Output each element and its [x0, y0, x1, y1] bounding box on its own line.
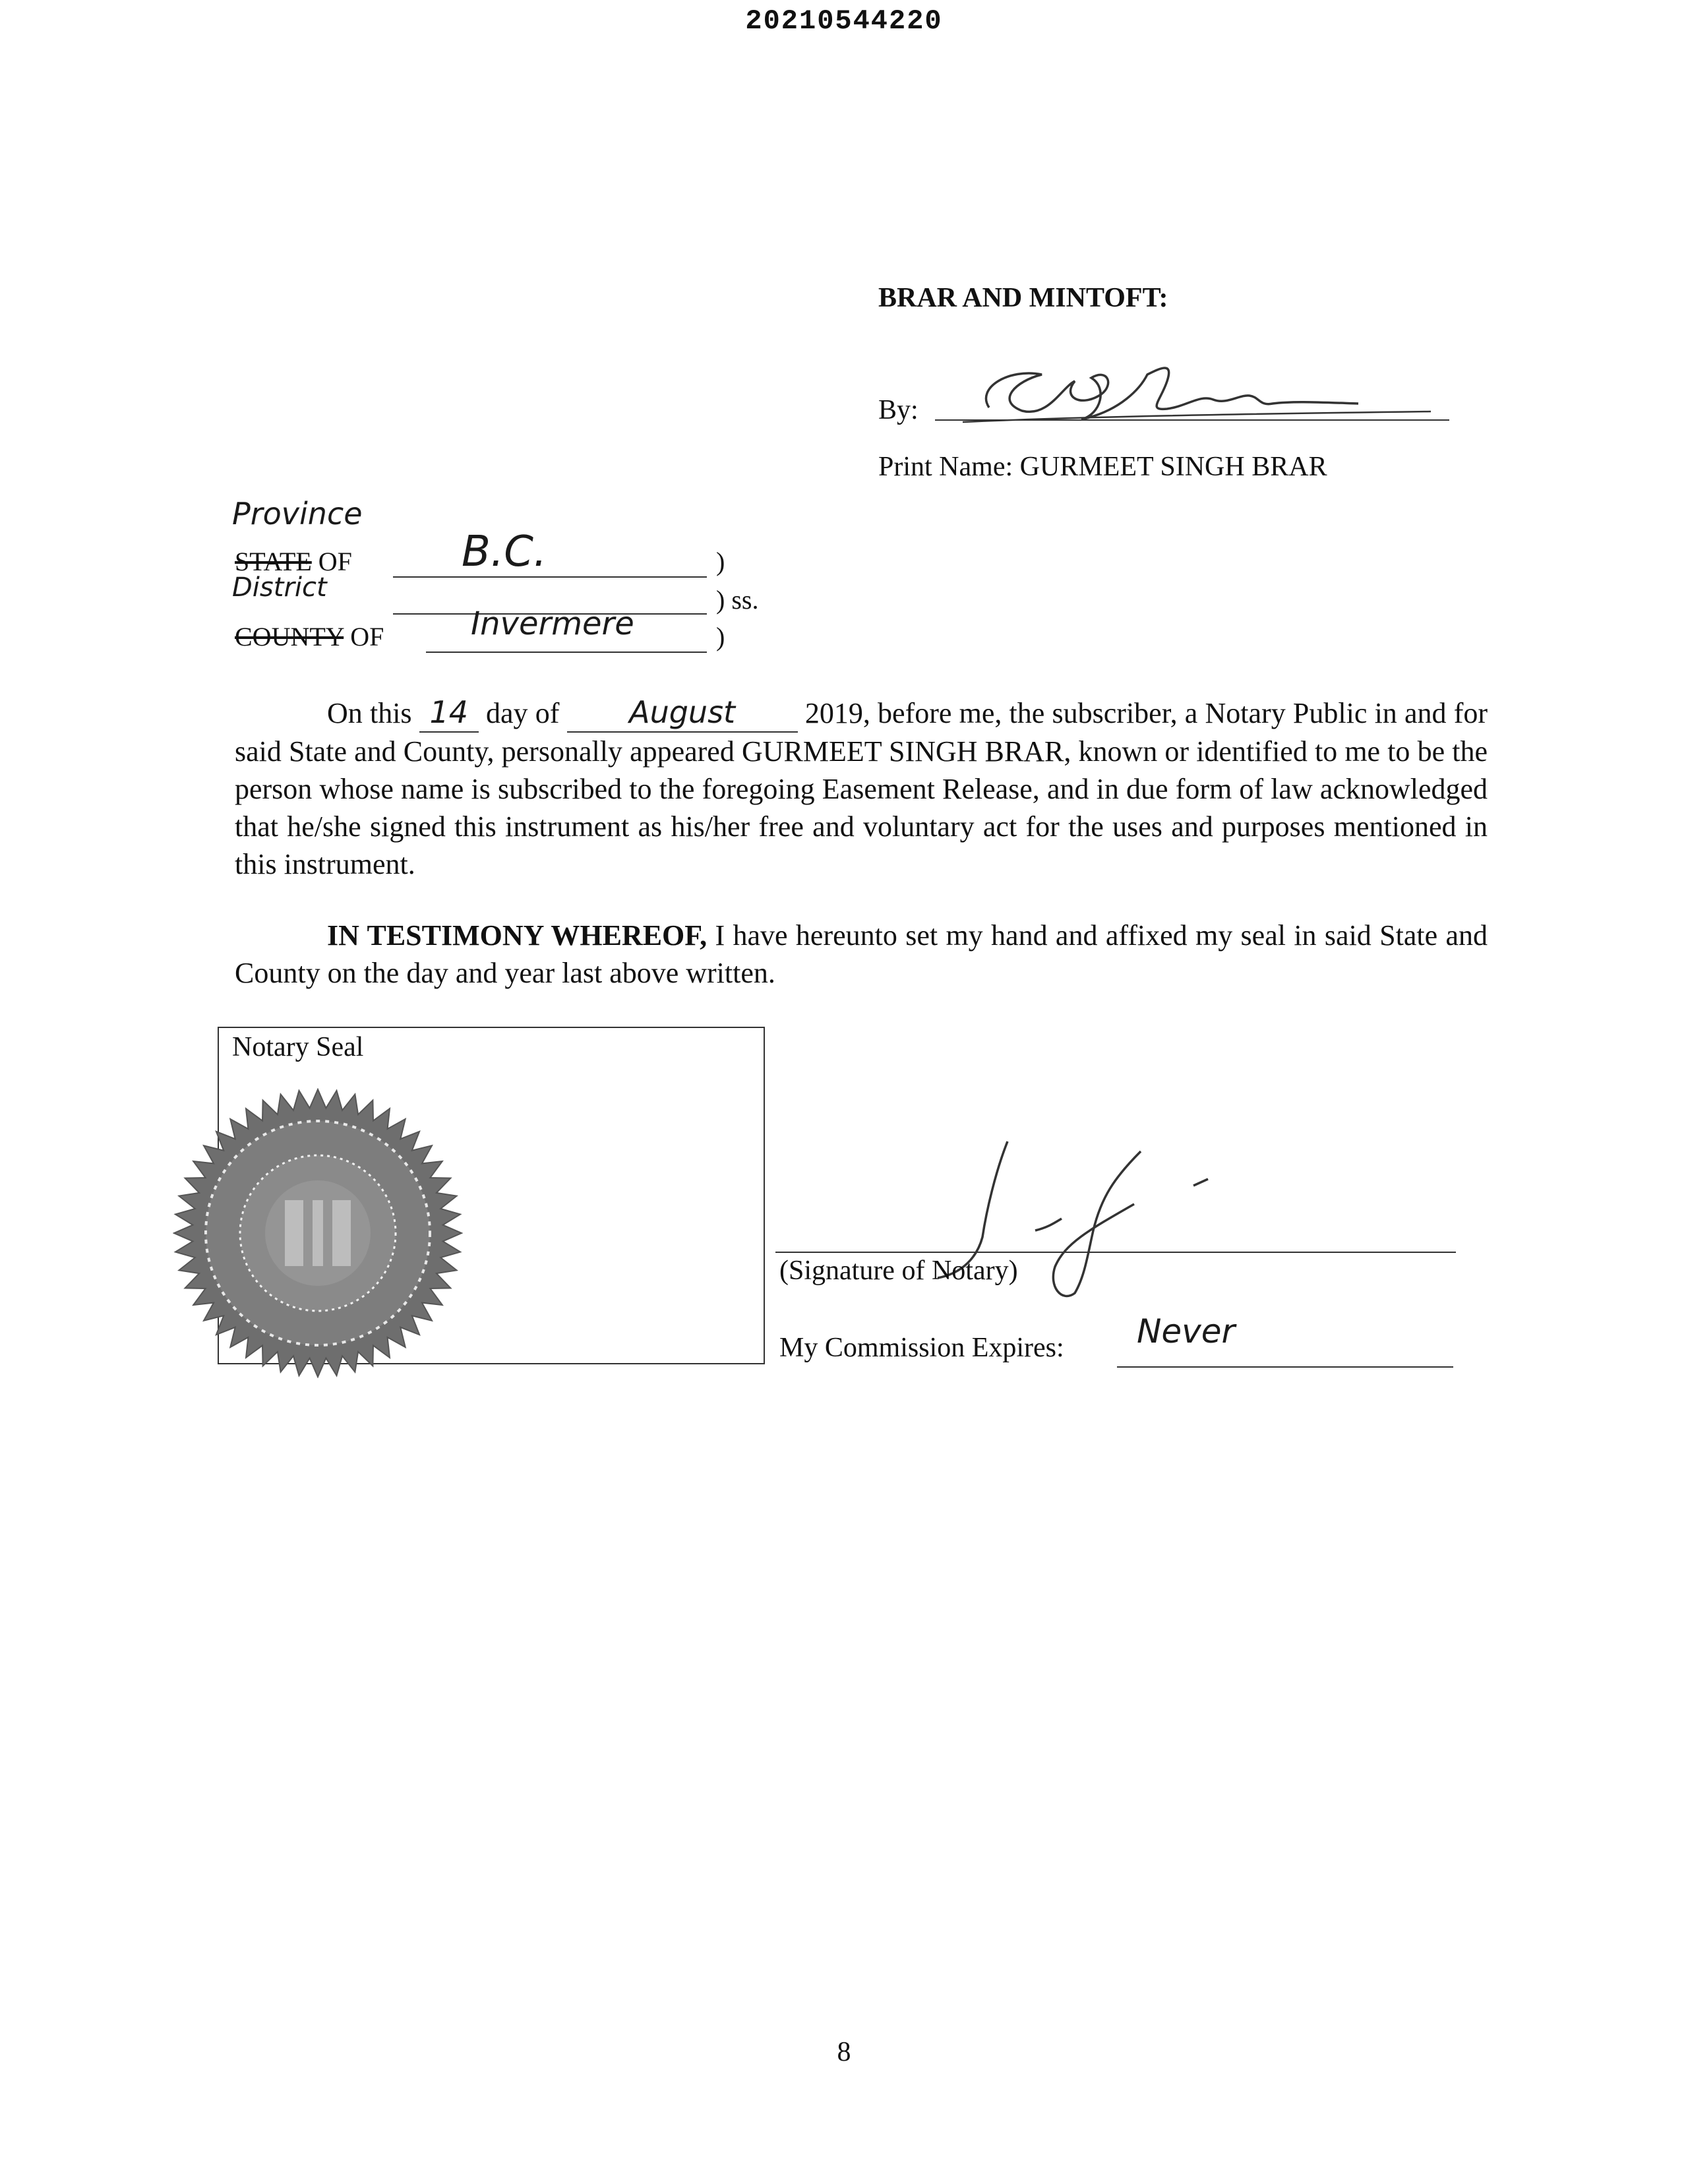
acknowledgment-text: 2019, before me, the subscriber, a Notary Public in and for said State and County, personally appeared GURMEET SINGH BRAR, known or identified to me to be the person whose name is subscribed to the foregoing Easement Release, and in due form of law acknowledged that he/she signed this instrument as his/her free and voluntary act for the uses and purposes mentioned in this instrument. — [235, 697, 1488, 880]
by-label: By: — [878, 395, 919, 425]
page-number: 8 — [837, 2037, 851, 2067]
county-value: Invermere — [471, 605, 634, 642]
document-number: 20210544220 — [745, 5, 943, 37]
print-name-label: Print Name: — [878, 452, 1013, 482]
notary-signature-label: (Signature of Notary) — [779, 1256, 1018, 1286]
state-label-struck: STATE — [235, 547, 312, 576]
testimony-text: I have hereunto set my hand and affixed my seal in said State and County on the day and year last above written. — [235, 919, 1488, 989]
commission-expires-value: Never — [1137, 1312, 1236, 1350]
notary-seal-label: Notary Seal — [232, 1032, 364, 1062]
paren-2: ) ss. — [716, 585, 759, 615]
county-line — [426, 652, 707, 653]
paren-1: ) — [716, 547, 725, 576]
county-row — [235, 621, 384, 652]
signature-block-title: BRAR AND MINTOFT: — [878, 283, 1168, 313]
state-of: OF — [318, 547, 352, 576]
notary-seal-icon — [173, 1088, 463, 1378]
commission-expires-label: My Commission Expires: — [779, 1333, 1064, 1363]
state-value: B.C. — [462, 528, 547, 576]
handwritten-district: District — [232, 572, 327, 603]
county-of: OF — [350, 622, 384, 652]
day-value: 14 — [419, 694, 479, 733]
print-name-value: GURMEET SINGH BRAR — [1019, 452, 1327, 482]
state-line — [393, 576, 707, 578]
handwritten-signature-brar — [950, 348, 1451, 434]
acknowledgment-paragraph — [235, 694, 1488, 883]
paren-3: ) — [716, 622, 725, 652]
testimony-lead: IN TESTIMONY WHEREOF, — [327, 919, 708, 952]
on-this: On this — [327, 697, 412, 729]
testimony-paragraph — [235, 917, 1488, 992]
print-name — [878, 451, 1327, 483]
commission-line — [1117, 1366, 1453, 1368]
handwritten-province: Province — [232, 496, 363, 531]
county-label-struck: COUNTY — [235, 622, 344, 652]
notary-signature-line — [775, 1252, 1456, 1253]
month-value: August — [567, 694, 798, 733]
day-of: day of — [486, 697, 560, 729]
